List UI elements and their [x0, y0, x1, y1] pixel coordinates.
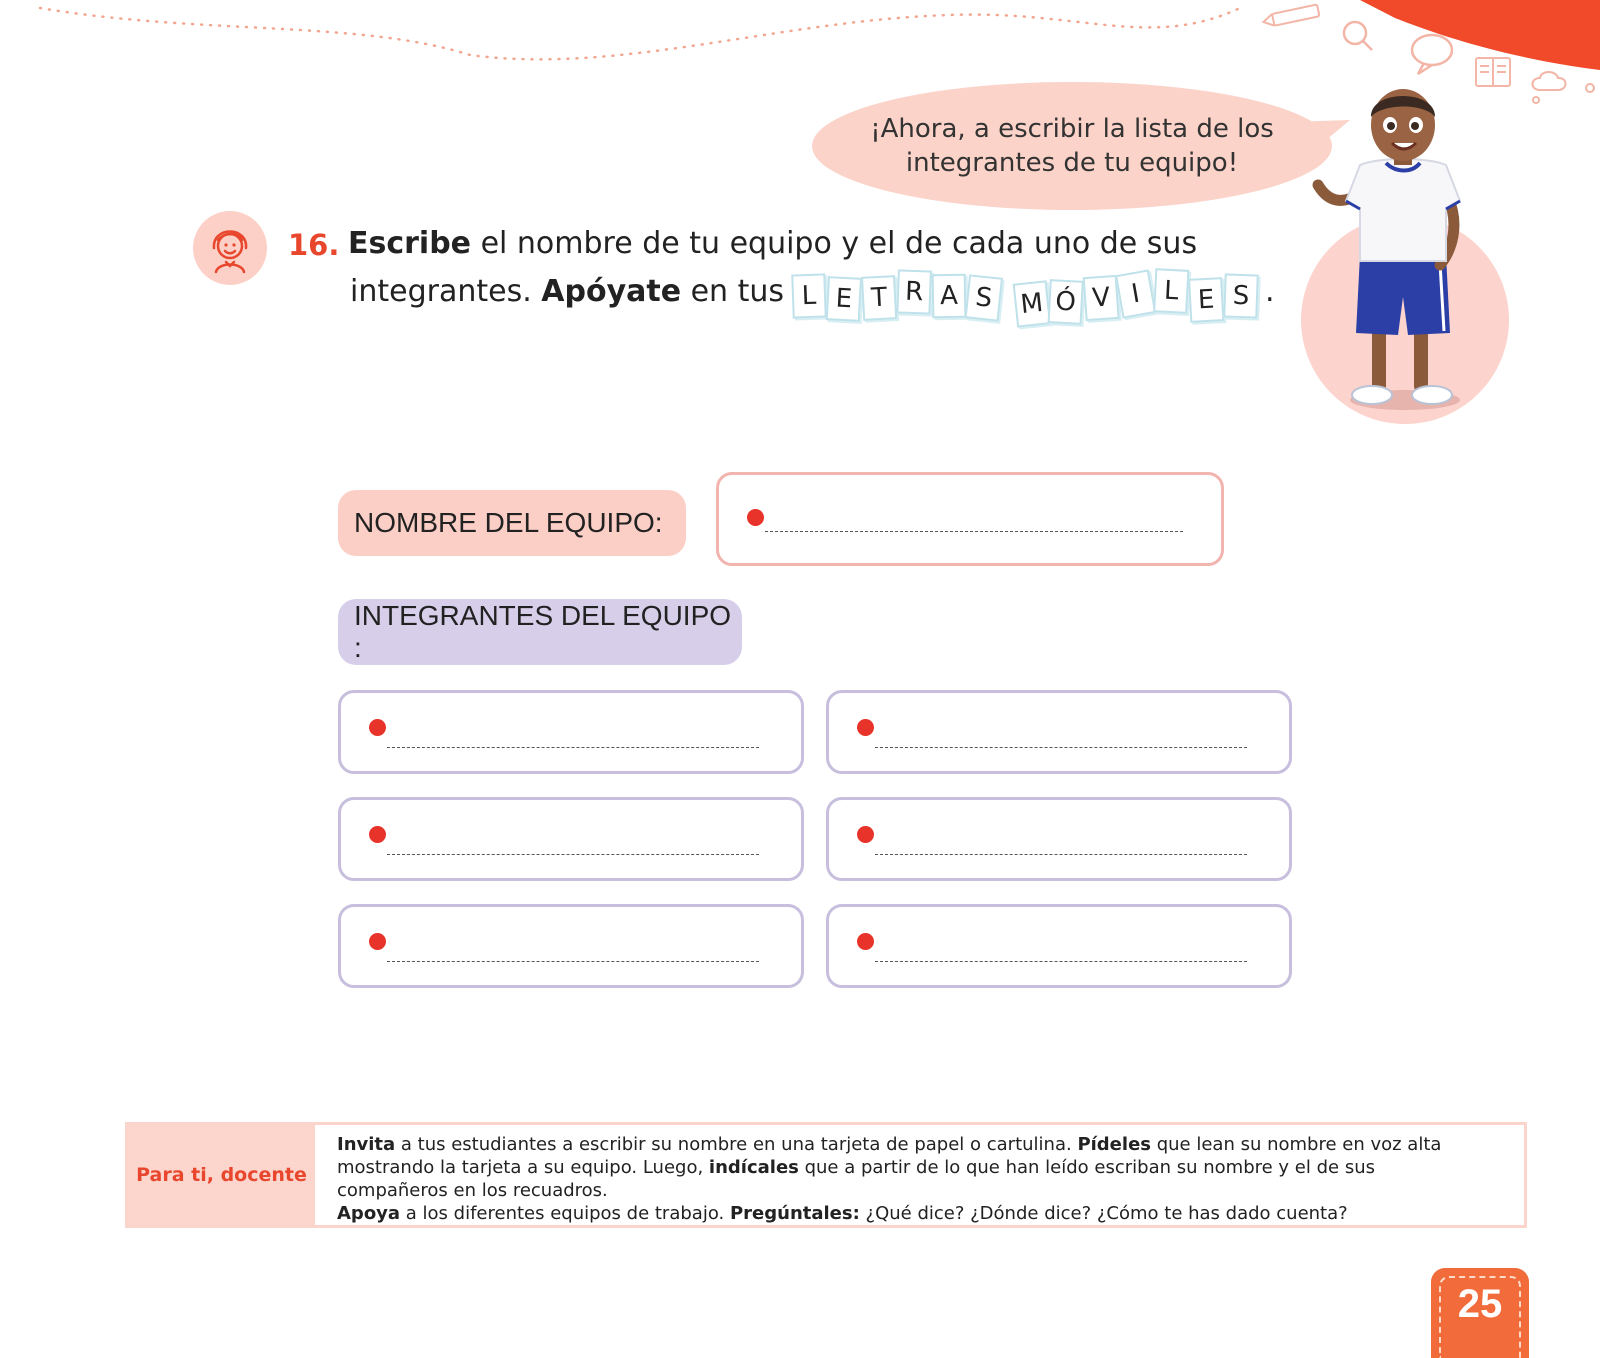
- bullet-icon: [857, 933, 874, 950]
- note-bold: Pregúntales:: [729, 1203, 860, 1224]
- write-line: [765, 531, 1183, 532]
- task-period: .: [1265, 274, 1275, 309]
- team-members-label: [338, 599, 742, 665]
- note-text: que a partir de lo que han leído escriban su nombre y el de sus compañeros en los recuadros.: [337, 1157, 1375, 1201]
- team-name-label: [338, 490, 686, 556]
- member-field-3[interactable]: [338, 797, 804, 881]
- note-paragraph-2: [337, 1202, 1487, 1225]
- task-text-3: en tus: [681, 274, 785, 309]
- letter-tile: A: [932, 274, 967, 319]
- note-text: a tus estudiantes a escribir su nombre en una tarjeta de papel o cartulina.: [395, 1134, 1078, 1155]
- pencil-icon: [1262, 4, 1319, 27]
- magnifier-icon: [1344, 22, 1372, 50]
- note-text: que lean su nombre en voz alta mostrando la tarjeta a su equipo. Luego,: [337, 1134, 1442, 1178]
- team-members-label-text: INTEGRANTES DEL EQUIPO :: [354, 600, 732, 663]
- teacher-note: [125, 1122, 1527, 1228]
- bullet-icon: [369, 719, 386, 736]
- book-icon: [1476, 58, 1510, 86]
- letter-tile: S: [1223, 273, 1259, 318]
- write-line: [875, 747, 1247, 748]
- note-bold: Pídeles: [1077, 1134, 1151, 1155]
- letter-tile: M: [1013, 280, 1051, 327]
- bubble-line-1: ¡Ahora, a escribir la lista de los: [870, 114, 1274, 144]
- speech-icon: [1412, 35, 1452, 74]
- thought-cloud-icon: [1533, 72, 1595, 103]
- task-text-1: el nombre de tu equipo y el de cada uno de sus: [471, 226, 1198, 261]
- letter-tile: T: [861, 275, 897, 321]
- bullet-icon: [857, 719, 874, 736]
- bullet-icon: [369, 826, 386, 843]
- orange-corner-shape: [1360, 0, 1600, 70]
- letter-tiles: [792, 274, 1259, 321]
- write-line: [387, 854, 759, 855]
- task-line-1: [348, 226, 1197, 261]
- write-line: [387, 747, 759, 748]
- task-line-2: [350, 274, 1275, 321]
- page-number: 25: [1457, 1282, 1503, 1326]
- bullet-icon: [747, 509, 764, 526]
- teacher-note-label: Para ti, docente: [128, 1125, 315, 1225]
- write-line: [875, 854, 1247, 855]
- bubble-line-2: integrantes de tu equipo!: [905, 148, 1239, 178]
- letter-tile: R: [896, 269, 932, 314]
- note-bold: Apoya: [337, 1203, 401, 1224]
- member-field-6[interactable]: [826, 904, 1292, 988]
- task-verb-apoyate: Apóyate: [541, 274, 682, 309]
- letter-tile: L: [1153, 268, 1189, 314]
- letter-tile: S: [965, 274, 1003, 321]
- teacher-note-text: [337, 1133, 1487, 1225]
- team-name-field[interactable]: [716, 472, 1224, 566]
- letter-tile: V: [1083, 275, 1120, 321]
- boy-illustration: [1300, 85, 1520, 425]
- task-verb-escribe: Escribe: [348, 226, 472, 261]
- write-line: [875, 961, 1247, 962]
- dotted-wave: [40, 8, 1240, 59]
- member-field-4[interactable]: [826, 797, 1292, 881]
- note-bold: Invita: [337, 1134, 396, 1155]
- note-paragraph-1: [337, 1133, 1487, 1202]
- speech-bubble: [812, 82, 1332, 210]
- page-number-tab: [1431, 1268, 1529, 1358]
- member-field-5[interactable]: [338, 904, 804, 988]
- letter-tile: Ó: [1048, 279, 1084, 325]
- task-text-2: integrantes.: [350, 274, 542, 309]
- letter-tile: E: [826, 276, 862, 322]
- note-text: ¿Qué dice? ¿Dónde dice? ¿Cómo te has dado cuenta?: [859, 1203, 1348, 1224]
- letter-tile: I: [1115, 269, 1156, 318]
- note-text: a los diferentes equipos de trabajo.: [400, 1203, 730, 1224]
- team-name-label-text: NOMBRE DEL EQUIPO:: [354, 507, 663, 538]
- note-bold: indícales: [708, 1157, 799, 1178]
- write-line: [387, 961, 759, 962]
- letter-tile: L: [791, 273, 827, 318]
- bullet-icon: [857, 826, 874, 843]
- bullet-icon: [369, 933, 386, 950]
- member-field-1[interactable]: [338, 690, 804, 774]
- member-field-2[interactable]: [826, 690, 1292, 774]
- teacher-avatar-icon: [192, 210, 268, 286]
- task-number: 16.: [288, 228, 340, 262]
- letter-tile: E: [1188, 277, 1224, 323]
